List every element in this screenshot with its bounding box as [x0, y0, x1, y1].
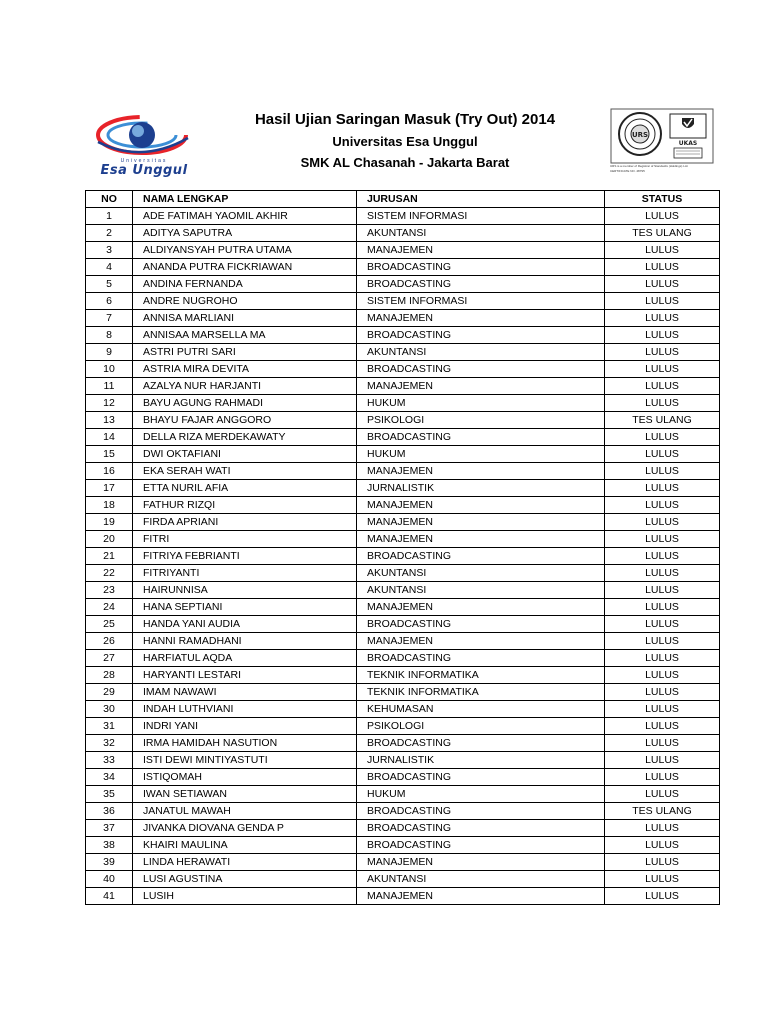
row-name: KHAIRI MAULINA — [133, 837, 357, 854]
table-row — [86, 531, 720, 548]
table-row — [86, 616, 720, 633]
row-jurusan: BROADCASTING — [357, 837, 605, 854]
row-number: 24 — [86, 599, 133, 616]
row-number: 1 — [86, 208, 133, 225]
row-jurusan: HUKUM — [357, 446, 605, 463]
table-row — [86, 446, 720, 463]
row-jurusan: TEKNIK INFORMATIKA — [357, 667, 605, 684]
table-row — [86, 259, 720, 276]
row-name: ADE FATIMAH YAOMIL AKHIR — [133, 208, 357, 225]
row-jurusan: MANAJEMEN — [357, 463, 605, 480]
table-row — [86, 463, 720, 480]
table-row — [86, 888, 720, 905]
row-status: LULUS — [605, 820, 720, 837]
row-number: 11 — [86, 378, 133, 395]
row-number: 35 — [86, 786, 133, 803]
row-number: 29 — [86, 684, 133, 701]
table-row — [86, 684, 720, 701]
row-jurusan: JURNALISTIK — [357, 752, 605, 769]
row-name: IWAN SETIAWAN — [133, 786, 357, 803]
row-jurusan: SISTEM INFORMASI — [357, 293, 605, 310]
header-no: NO — [86, 191, 133, 208]
row-name: FIRDA APRIANI — [133, 514, 357, 531]
row-name: ANNISA MARLIANI — [133, 310, 357, 327]
row-jurusan: BROADCASTING — [357, 259, 605, 276]
row-name: BHAYU FAJAR ANGGORO — [133, 412, 357, 429]
results-table — [85, 190, 720, 905]
header-name: NAMA LENGKAP — [133, 191, 357, 208]
row-status: LULUS — [605, 786, 720, 803]
table-row — [86, 310, 720, 327]
table-row — [86, 837, 720, 854]
row-status: LULUS — [605, 497, 720, 514]
row-number: 15 — [86, 446, 133, 463]
row-number: 5 — [86, 276, 133, 293]
row-name: ADITYA SAPUTRA — [133, 225, 357, 242]
table-row — [86, 361, 720, 378]
row-number: 22 — [86, 565, 133, 582]
row-status: LULUS — [605, 837, 720, 854]
document-title: Hasil Ujian Saringan Masuk (Try Out) 2014 — [254, 111, 556, 128]
row-number: 18 — [86, 497, 133, 514]
row-jurusan: AKUNTANSI — [357, 344, 605, 361]
row-number: 4 — [86, 259, 133, 276]
row-status: LULUS — [605, 463, 720, 480]
table-row — [86, 225, 720, 242]
row-number: 34 — [86, 769, 133, 786]
row-status: LULUS — [605, 735, 720, 752]
row-number: 31 — [86, 718, 133, 735]
row-status: TES ULANG — [605, 225, 720, 242]
table-row — [86, 820, 720, 837]
row-status: LULUS — [605, 718, 720, 735]
table-row — [86, 803, 720, 820]
row-name: DWI OKTAFIANI — [133, 446, 357, 463]
row-jurusan: BROADCASTING — [357, 735, 605, 752]
row-status: LULUS — [605, 327, 720, 344]
certification-seal-icon — [610, 108, 714, 164]
row-number: 2 — [86, 225, 133, 242]
row-jurusan: MANAJEMEN — [357, 854, 605, 871]
table-row — [86, 650, 720, 667]
row-name: ANDINA FERNANDA — [133, 276, 357, 293]
table-row — [86, 701, 720, 718]
row-jurusan: AKUNTANSI — [357, 871, 605, 888]
row-number: 14 — [86, 429, 133, 446]
row-jurusan: PSIKOLOGI — [357, 412, 605, 429]
row-number: 23 — [86, 582, 133, 599]
header-jurusan: JURUSAN — [357, 191, 605, 208]
row-name: EKA SERAH WATI — [133, 463, 357, 480]
document-header — [0, 0, 768, 190]
row-name: HARFIATUL AQDA — [133, 650, 357, 667]
row-name: LINDA HERAWATI — [133, 854, 357, 871]
row-jurusan: SISTEM INFORMASI — [357, 208, 605, 225]
row-jurusan: MANAJEMEN — [357, 514, 605, 531]
row-name: ISTI DEWI MINTIYASTUTI — [133, 752, 357, 769]
row-name: ALDIYANSYAH PUTRA UTAMA — [133, 242, 357, 259]
row-jurusan: PSIKOLOGI — [357, 718, 605, 735]
row-number: 20 — [86, 531, 133, 548]
row-jurusan: AKUNTANSI — [357, 565, 605, 582]
row-name: ASTRI PUTRI SARI — [133, 344, 357, 361]
row-name: ANNISAA MARSELLA MA — [133, 327, 357, 344]
certificate-number: CERTIFICATE NO. 48795 — [610, 169, 645, 173]
row-jurusan: MANAJEMEN — [357, 310, 605, 327]
row-jurusan: BROADCASTING — [357, 820, 605, 837]
row-name: FITRI — [133, 531, 357, 548]
row-number: 17 — [86, 480, 133, 497]
row-name: ASTRIA MIRA DEVITA — [133, 361, 357, 378]
row-name: HANDA YANI AUDIA — [133, 616, 357, 633]
row-status: LULUS — [605, 650, 720, 667]
table-row — [86, 344, 720, 361]
row-status: LULUS — [605, 208, 720, 225]
row-number: 38 — [86, 837, 133, 854]
row-number: 39 — [86, 854, 133, 871]
row-name: FITRIYANTI — [133, 565, 357, 582]
row-status: LULUS — [605, 599, 720, 616]
table-row — [86, 242, 720, 259]
row-status: LULUS — [605, 684, 720, 701]
row-status: LULUS — [605, 242, 720, 259]
row-jurusan: MANAJEMEN — [357, 378, 605, 395]
table-row — [86, 718, 720, 735]
row-number: 25 — [86, 616, 133, 633]
table-row — [86, 752, 720, 769]
title-block — [210, 110, 600, 173]
row-status: LULUS — [605, 361, 720, 378]
table-row — [86, 735, 720, 752]
row-status: LULUS — [605, 344, 720, 361]
row-status: LULUS — [605, 582, 720, 599]
row-status: LULUS — [605, 531, 720, 548]
table-row — [86, 497, 720, 514]
row-jurusan: TEKNIK INFORMATIKA — [357, 684, 605, 701]
table-row — [86, 582, 720, 599]
row-name: AZALYA NUR HARJANTI — [133, 378, 357, 395]
table-header-row — [86, 191, 720, 208]
row-status: LULUS — [605, 310, 720, 327]
row-status: TES ULANG — [605, 412, 720, 429]
row-jurusan: MANAJEMEN — [357, 633, 605, 650]
table-row — [86, 412, 720, 429]
row-jurusan: JURNALISTIK — [357, 480, 605, 497]
table-row — [86, 514, 720, 531]
row-name: ISTIQOMAH — [133, 769, 357, 786]
row-jurusan: MANAJEMEN — [357, 531, 605, 548]
row-number: 9 — [86, 344, 133, 361]
row-number: 32 — [86, 735, 133, 752]
logo-name: Esa Unggul — [100, 163, 188, 178]
table-row — [86, 378, 720, 395]
row-status: LULUS — [605, 514, 720, 531]
row-status: LULUS — [605, 871, 720, 888]
row-jurusan: BROADCASTING — [357, 803, 605, 820]
row-number: 40 — [86, 871, 133, 888]
table-row — [86, 599, 720, 616]
row-number: 36 — [86, 803, 133, 820]
row-number: 16 — [86, 463, 133, 480]
row-name: FITRIYA FEBRIANTI — [133, 548, 357, 565]
row-number: 13 — [86, 412, 133, 429]
certification-footer: URS is a member of Registrar of Standards (Holdings) Ltd. — [610, 164, 689, 168]
row-number: 6 — [86, 293, 133, 310]
row-status: LULUS — [605, 888, 720, 905]
header-status: STATUS — [605, 191, 720, 208]
row-jurusan: BROADCASTING — [357, 650, 605, 667]
row-jurusan: MANAJEMEN — [357, 888, 605, 905]
row-name: ANDRE NUGROHO — [133, 293, 357, 310]
table-row — [86, 548, 720, 565]
table-row — [86, 208, 720, 225]
row-status: LULUS — [605, 446, 720, 463]
row-name: JANATUL MAWAH — [133, 803, 357, 820]
row-status: LULUS — [605, 633, 720, 650]
row-number: 26 — [86, 633, 133, 650]
row-jurusan: HUKUM — [357, 786, 605, 803]
table-row — [86, 854, 720, 871]
row-jurusan: BROADCASTING — [357, 429, 605, 446]
svg-text:URS: URS — [631, 131, 649, 139]
row-name: IMAM NAWAWI — [133, 684, 357, 701]
row-number: 28 — [86, 667, 133, 684]
row-jurusan: HUKUM — [357, 395, 605, 412]
row-status: LULUS — [605, 565, 720, 582]
row-number: 19 — [86, 514, 133, 531]
row-jurusan: AKUNTANSI — [357, 225, 605, 242]
row-name: ETTA NURIL AFIA — [133, 480, 357, 497]
table-row — [86, 633, 720, 650]
table-row — [86, 395, 720, 412]
logo-small-text: Universitas — [120, 158, 168, 164]
row-number: 12 — [86, 395, 133, 412]
row-jurusan: MANAJEMEN — [357, 242, 605, 259]
row-name: FATHUR RIZQI — [133, 497, 357, 514]
row-name: HARYANTI LESTARI — [133, 667, 357, 684]
table-row — [86, 327, 720, 344]
row-status: LULUS — [605, 752, 720, 769]
row-number: 27 — [86, 650, 133, 667]
row-number: 3 — [86, 242, 133, 259]
table-row — [86, 480, 720, 497]
ukas-label: UKAS — [678, 140, 698, 147]
row-status: LULUS — [605, 667, 720, 684]
table-row — [86, 429, 720, 446]
esa-unggul-logo — [84, 108, 204, 178]
row-status: TES ULANG — [605, 803, 720, 820]
row-status: LULUS — [605, 378, 720, 395]
row-number: 8 — [86, 327, 133, 344]
row-jurusan: BROADCASTING — [357, 548, 605, 565]
table-row — [86, 786, 720, 803]
row-status: LULUS — [605, 293, 720, 310]
table-row — [86, 565, 720, 582]
row-number: 30 — [86, 701, 133, 718]
row-jurusan: KEHUMASAN — [357, 701, 605, 718]
row-number: 7 — [86, 310, 133, 327]
row-name: ANANDA PUTRA FICKRIAWAN — [133, 259, 357, 276]
row-jurusan: BROADCASTING — [357, 327, 605, 344]
row-jurusan: BROADCASTING — [357, 361, 605, 378]
row-status: LULUS — [605, 548, 720, 565]
row-name: HAIRUNNISA — [133, 582, 357, 599]
certification-mark — [610, 108, 714, 176]
row-jurusan: AKUNTANSI — [357, 582, 605, 599]
row-number: 41 — [86, 888, 133, 905]
row-status: LULUS — [605, 854, 720, 871]
row-status: LULUS — [605, 701, 720, 718]
row-name: LUSIH — [133, 888, 357, 905]
row-jurusan: BROADCASTING — [357, 616, 605, 633]
row-name: JIVANKA DIOVANA GENDA P — [133, 820, 357, 837]
row-name: INDAH LUTHVIANI — [133, 701, 357, 718]
university-name: Universitas Esa Unggul — [332, 134, 478, 149]
table-body — [86, 208, 720, 905]
row-jurusan: BROADCASTING — [357, 769, 605, 786]
row-status: LULUS — [605, 769, 720, 786]
globe-swoosh-icon — [84, 108, 204, 160]
row-jurusan: MANAJEMEN — [357, 599, 605, 616]
row-name: IRMA HAMIDAH NASUTION — [133, 735, 357, 752]
row-jurusan: MANAJEMEN — [357, 497, 605, 514]
row-status: LULUS — [605, 276, 720, 293]
school-name: SMK AL Chasanah - Jakarta Barat — [300, 155, 510, 170]
row-name: HANNI RAMADHANI — [133, 633, 357, 650]
row-name: LUSI AGUSTINA — [133, 871, 357, 888]
table-row — [86, 276, 720, 293]
table-row — [86, 871, 720, 888]
row-status: LULUS — [605, 259, 720, 276]
row-name: BAYU AGUNG RAHMADI — [133, 395, 357, 412]
row-number: 33 — [86, 752, 133, 769]
table-row — [86, 293, 720, 310]
row-name: INDRI YANI — [133, 718, 357, 735]
row-number: 37 — [86, 820, 133, 837]
row-status: LULUS — [605, 616, 720, 633]
row-status: LULUS — [605, 429, 720, 446]
row-number: 10 — [86, 361, 133, 378]
row-name: HANA SEPTIANI — [133, 599, 357, 616]
row-status: LULUS — [605, 395, 720, 412]
row-jurusan: BROADCASTING — [357, 276, 605, 293]
table-row — [86, 769, 720, 786]
row-number: 21 — [86, 548, 133, 565]
row-name: DELLA RIZA MERDEKAWATY — [133, 429, 357, 446]
table-row — [86, 667, 720, 684]
row-status: LULUS — [605, 480, 720, 497]
